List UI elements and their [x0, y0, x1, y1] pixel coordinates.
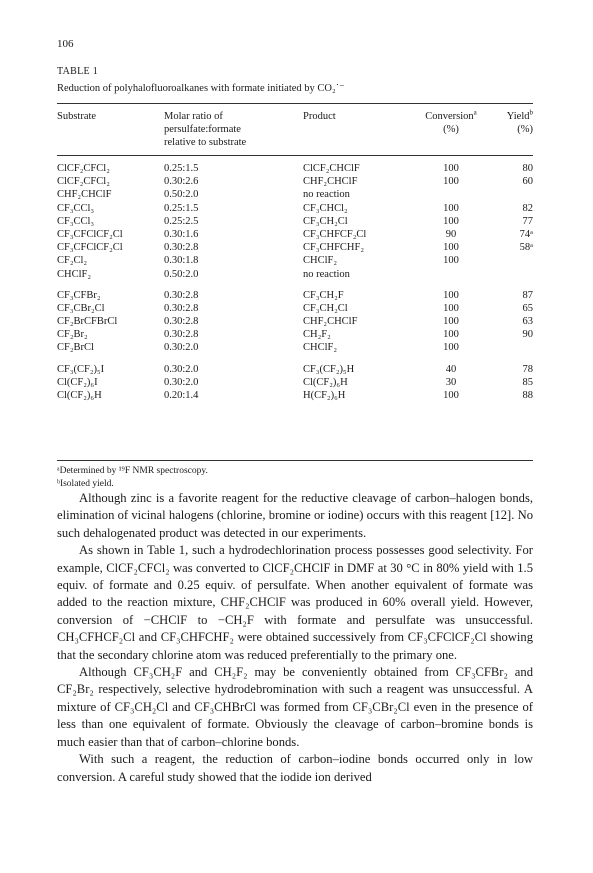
cell-ratio: 0.50:2.0	[164, 268, 199, 280]
cell-ratio: 0.30:1.6	[164, 228, 199, 240]
cell-substrate: CF₃(CF₂)₅I	[57, 363, 105, 375]
cell-ratio: 0.30:2.0	[164, 363, 199, 375]
cell-conversion: 30	[445, 376, 457, 388]
table-row-group	[57, 290, 533, 356]
cell-product: CHF₂CHClF	[303, 176, 358, 188]
table-row	[57, 242, 533, 255]
header-yield-label: Yield	[506, 111, 530, 122]
cell-yield: 82	[522, 202, 533, 214]
cell-yield: 58ᵃ	[519, 242, 533, 254]
cell-yield: 78	[522, 363, 533, 375]
table-label: TABLE 1	[57, 66, 99, 77]
table-header	[57, 110, 533, 154]
table-row	[57, 269, 533, 282]
table-row	[57, 364, 533, 377]
cell-product: CHClF₂	[303, 255, 338, 267]
cell-yield: 74ᵃ	[519, 228, 533, 240]
cell-conversion: 100	[443, 176, 459, 188]
cell-ratio: 0.30:2.8	[164, 302, 199, 314]
cell-product: ClCF₂CHClF	[303, 163, 360, 174]
cell-substrate: CF₃CCl₃	[57, 202, 95, 214]
cell-product: CHClF₂	[303, 342, 338, 354]
cell-substrate: Cl(CF₂)₆I	[57, 376, 98, 388]
cell-substrate: CF₃CCl₃	[57, 215, 95, 227]
cell-conversion: 100	[443, 302, 459, 314]
header-yield	[486, 110, 533, 136]
cell-ratio: 0.30:2.8	[164, 289, 199, 301]
header-conversion-label: Conversion	[425, 111, 474, 122]
table-header-rule	[57, 155, 533, 156]
cell-yield: 63	[522, 316, 533, 328]
header-ratio-line1: Molar ratio of	[164, 111, 223, 122]
table-body	[57, 163, 533, 403]
table-footnotes	[57, 465, 208, 491]
header-yield-mark: b	[529, 108, 533, 117]
cell-yield: 88	[522, 390, 533, 401]
table-row-group	[57, 364, 533, 404]
cell-yield: 80	[522, 163, 533, 174]
paragraph: As shown in Table 1, such a hydrodechlorination process possesses good selectivity. For example, ClCF₂CFCl₂ was converted to ClCF₂CHClF in DMF at 30 °C in 80% yield with 1.5 equiv. of formate and 0.25 equiv. of persulfate. When another equivalent of formate was added to the reaction mixture, CHF₂CHClF was produced in 60% overall yield. However, conversion of −CHClF to −CH₂F with formate and persulfate was unsuccessful. CH₃CFHCF₂Cl and CF₃CHFCHF₂ were obtained successively from CF₃CFClCF₂Cl showing that the secondary chlorine atom was reduced preferentially to the primary one.	[57, 543, 533, 662]
cell-ratio: 0.20:1.4	[164, 390, 199, 401]
cell-ratio: 0.30:1.8	[164, 255, 199, 267]
header-product: Product	[303, 111, 336, 122]
cell-conversion: 100	[443, 215, 459, 227]
table-row	[57, 176, 533, 189]
cell-conversion: 100	[443, 390, 459, 401]
table-row-group	[57, 163, 533, 282]
header-substrate: Substrate	[57, 111, 97, 122]
cell-product: CF₃CH₂Cl	[303, 215, 348, 227]
cell-product: CH₂F₂	[303, 329, 331, 341]
cell-substrate: CF₂BrCl	[57, 342, 94, 354]
footnote-a: ᵃDetermined by ¹⁹F NMR spectroscopy.	[57, 466, 208, 476]
cell-substrate: CF₃CFClCF₂Cl	[57, 228, 123, 240]
table-row	[57, 216, 533, 229]
cell-ratio: 0.30:2.6	[164, 176, 199, 188]
table-row	[57, 316, 533, 329]
table-row	[57, 163, 533, 176]
table-row	[57, 229, 533, 242]
paragraph: Although CF₃CH₂F and CH₂F₂ may be conveniently obtained from CF₃CFBr₂ and CF₂Br₂ respectively, selective hydrodebromination with such a reagent was unsuccessful. A mixture of CF₃CH₂Cl and CF₃CHBrCl was formed from CF₃CBr₂Cl even in the presence of less than one equivalent of formate. Obviously the cleavage of carbon–bromine bonds is much easier than that of carbon–chlorine bonds.	[57, 665, 533, 749]
header-ratio	[164, 110, 246, 149]
cell-substrate: ClCF₂CFCl₂	[57, 176, 110, 188]
cell-substrate: CF₂BrCFBrCl	[57, 316, 118, 328]
paragraph: Although zinc is a favorite reagent for the reductive cleavage of carbon–halogen bonds, elimination of vicinal halogens (chlorine, bromine or iodine) occurs with this reagent [12]. No such dehalogenated product was detected in our experiments.	[57, 491, 533, 540]
table-row	[57, 390, 533, 403]
cell-substrate: CHClF₂	[57, 268, 92, 280]
cell-product: Cl(CF₂)₆H	[303, 376, 348, 388]
cell-conversion: 100	[443, 202, 459, 214]
cell-conversion: 100	[443, 329, 459, 341]
header-ratio-line2: persulfate:formate	[164, 124, 241, 135]
header-conversion	[416, 110, 486, 136]
table-bottom-rule	[57, 460, 533, 461]
cell-substrate: CF₃CBr₂Cl	[57, 302, 105, 314]
cell-product: CF₃(CF₂)₅H	[303, 363, 355, 375]
paragraph: With such a reagent, the reduction of carbon–iodine bonds occurred only in low conversion. A careful study showed that the iodide ion derived	[57, 752, 533, 784]
cell-product: CF₃CH₂F	[303, 289, 344, 301]
table-row	[57, 377, 533, 390]
cell-ratio: 0.30:2.0	[164, 342, 199, 354]
table-row	[57, 290, 533, 303]
page-number: 106	[57, 38, 74, 50]
table-row	[57, 329, 533, 342]
cell-substrate: CF₃CFClCF₂Cl	[57, 242, 123, 254]
cell-conversion: 100	[443, 342, 459, 354]
cell-substrate: CF₂Br₂	[57, 329, 88, 341]
cell-substrate: CF₂Cl₂	[57, 255, 88, 267]
header-yield-unit: (%)	[517, 124, 533, 135]
cell-conversion: 40	[445, 363, 457, 375]
cell-substrate: Cl(CF₂)₆H	[57, 390, 102, 401]
footnote-b: ᵇIsolated yield.	[57, 479, 114, 489]
table-row	[57, 255, 533, 268]
cell-product: CF₃CHFCHF₂	[303, 242, 365, 254]
cell-ratio: 0.30:2.8	[164, 242, 199, 254]
cell-ratio: 0.25:1.5	[164, 163, 199, 174]
cell-yield: 65	[522, 302, 533, 314]
cell-product: CF₃CHFCF₂Cl	[303, 228, 367, 240]
cell-product: no reaction	[303, 189, 350, 201]
cell-conversion: 90	[445, 228, 457, 240]
cell-conversion: 100	[443, 255, 459, 267]
cell-product: CF₃CHCl₂	[303, 202, 348, 214]
cell-product: CF₃CH₂Cl	[303, 302, 348, 314]
table-top-rule	[57, 103, 533, 104]
cell-yield: 60	[522, 176, 533, 188]
table-row	[57, 303, 533, 316]
cell-yield: 90	[522, 329, 533, 341]
cell-yield: 87	[522, 289, 533, 301]
table-caption: Reduction of polyhalofluoroalkanes with formate initiated by CO₂˙⁻	[57, 83, 345, 94]
cell-substrate: CHF₂CHClF	[57, 189, 112, 201]
header-conversion-mark: a	[473, 108, 477, 117]
cell-product: H(CF₂)₆H	[303, 390, 346, 401]
cell-ratio: 0.30:2.8	[164, 316, 199, 328]
cell-ratio: 0.30:2.0	[164, 376, 199, 388]
table-row	[57, 189, 533, 202]
cell-ratio: 0.25:1.5	[164, 202, 199, 214]
header-ratio-line3: relative to substrate	[164, 137, 247, 148]
cell-yield: 85	[522, 376, 533, 388]
cell-substrate: ClCF₂CFCl₂	[57, 163, 110, 174]
table-row	[57, 203, 533, 216]
cell-ratio: 0.30:2.8	[164, 329, 199, 341]
cell-conversion: 100	[443, 316, 459, 328]
header-conversion-unit: (%)	[443, 124, 459, 135]
table-row	[57, 342, 533, 355]
cell-substrate: CF₃CFBr₂	[57, 289, 101, 301]
cell-conversion: 100	[443, 289, 459, 301]
cell-conversion: 100	[443, 242, 459, 254]
cell-product: CHF₂CHClF	[303, 316, 358, 328]
cell-product: no reaction	[303, 268, 350, 280]
cell-conversion: 100	[443, 163, 459, 174]
body-text	[57, 490, 533, 786]
cell-yield: 77	[522, 215, 533, 227]
cell-ratio: 0.25:2.5	[164, 215, 199, 227]
cell-ratio: 0.50:2.0	[164, 189, 199, 201]
